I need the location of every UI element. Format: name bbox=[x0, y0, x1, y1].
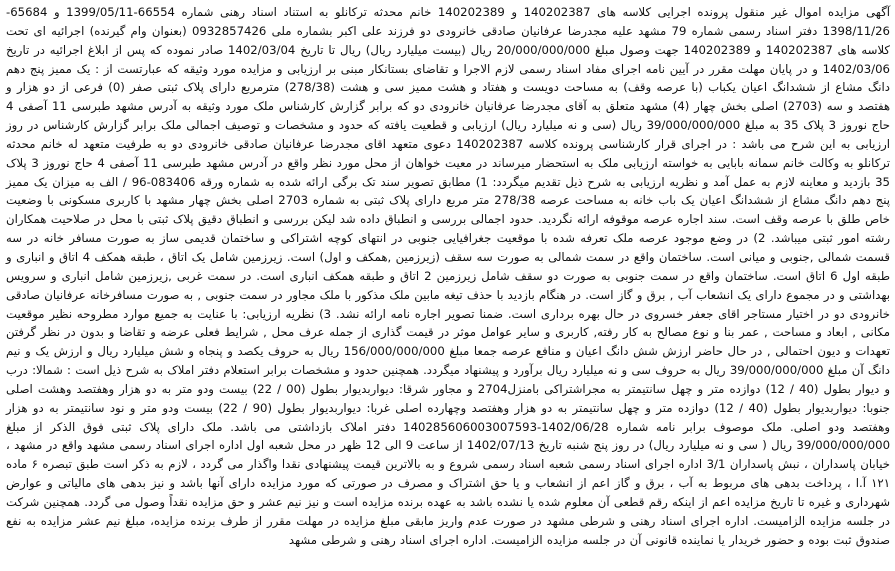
auction-notice-text: آگهی مزایده اموال غیر منقول پرونده اجرایی کلاسه های 140202387 و 140202389 خانم محدثه ترکانلو به استناد اسناد رهنی شماره 66554-1399/05/11 و 65684-1398/11/26 دفتر اسناد رسمی شماره 79 مشهد علیه مجدرضا عرفانیان صادقی خانرودی دو فرزند علی اکبر بشماره ملی 0932857426 (بعنوان وام گیرنده) اجرائیه ای تحت کلاسه های 140202387 و 140202389 جهت وصول مبلغ 20/000/000/000 ریال (بیست میلیارد ریال) ریال تا تاریخ 1402/03/04 صادر نموده که پس از ابلاغ اجرائیه در تاریخ 1402/03/06 و در پایان مهلت مقرر در آیین نامه اجرای مفاد اسناد رسمی لازم الاجرا و تقاضای بستانکار مبنی بر ارزیابی و مزایده مورد وثیقه که عبارتست از : یک ممیز پنج دهم دانگ مشاع از ششدانگ اعیان یکباب (با عرصه وقف) به مساحت دویست و هفتاد و هشت ممیز سی و هشت (278/38) مترمربع دارای پلاک ثبتی صفر (0) فرعی از دو هزار و هفتصد و سه (2703) اصلی بخش چهار (4) مشهد متعلق به آقای مجدرضا عرفانیان خانرودی دو که برابر گزارش کارشناس ملک مورد وثیقه به آدرس مشهد طبرسی 11 آصفی 4 حاج نوروز 3 پلاک 35 به مبلغ 39/000/000/000 ریال (سی و نه میلیارد ریال) ارزیابی و قطعیت یافته که حدود و مشخصات و توصیف اجمالی ملک برابر گزارش کارشناس در روز ارزیابی به این شرح می باشد : در اجرای قرار کارشناسی پرونده کلاسه 140202387 دعوی متعهد اقای مجدرضا عرفانیان صادقی خانرودی دو به طرفیت متعهد له خانم محدثه ترکانلو به وکالت خانم سمانه بابایی به خواسته ارزیابی ملک به استحضار میرساند در معیت خواهان از محل مورد نظر واقع در آدرس مشهد طبرسی 11 آصفی 4 حاج نوروز 3 پلاک 35 بازدید و معاینه لازم به عمل آمد و نظریه ارزیابی به شرح ذیل تقدیم میگردد: 1) مطابق تصویر سند تک برگی ارائه شده به شماره ورقه 083406-96 / الف به میزان یک ممیز پنج دهم دانگ مشاع از ششدانگ اعیان یک باب خانه به مساحت عرصه 278/38 متر مربع دارای پلاک ثبتی به شماره 2703 اصلی بخش چهار مشهد با کاربری مسکونی با وضعیت خاص طلق با عرصه وقف است. سند اجاره عرصه موقوفه ارائه نگردید. حدود اجمالی بررسی و انطباق داده شد لیکن بررسی و انطباق دقیق پلاک ثبتی با محل در صلاحیت همکاران رشته امور ثبتی میباشد. 2) در وضع موجود عرصه ملک تعرفه شده با موقعیت جغرافیایی جنوبی در انتهای کوچه اشتراکی و ساختمان قدیمی ساز به صورت مسافر خانه در سه قسمت شمالی ,جنوبی و میانی است. ساختمان واقع در سمت شمالی به صورت سه سقف (زیرزمین ,همکف و اول) است. زیرزمین شامل یک اتاق ، طبقه همکف 4 اتاق و انباری و طبقه اول 6 اتاق است. ساختمان واقع در سمت جنوبی به صورت دو سقف شامل زیرزمین 2 اتاق و طبقه همکف انباری است. در سمت غربی ,زیرزمین شامل انباری و سرویس بهداشتی و در مجموع دارای یک انشعاب آب , برق و گاز است. در هنگام بازدید با حذف تیغه مابین ملک مذکور با ملک مجاور در سمت جنوبی , به صورت مسافرخانه عرفانیان صادقی خانرودی دو در اختیار مستاجر اقای جعفر خسروی در حال بهره برداری است. ضمنا تصویر اجاره نامه ارائه نشد. 3) نظریه ارزیابی: با عنایت به جمیع موارد مطروحه نظیر موقعیت مکانی , ابعاد و مساحت , عمر بنا و نوع مصالح به کار رفته, کاربری و سایر عوامل موثر در قیمت گذاری از جمله عرف محل , شرایط فعلی عرضه و تقاضا و بدون در نظر گرفتن تعهدات و دیون احتمالی , در حال حاضر ارزش شش دانگ اعیان و منافع عرصه جمعا مبلغ 156/000/000/000 ریال به حروف یکصد و پنجاه و شش میلیارد ریال و ارزش یک و نیم دانگ آن مبلغ 39/000/000/000 ریال به حروف سی و نه میلیارد ریال برآورد و پیشنهاد میگردد. همچنین حدود و مشخصات برابر استعلام دفتر املاک به شرح ذیل است : شمالا: درب و دیوار بطول (40 / 12) دوازده متر و چهل سانتیمتر به مجراشتراکی بامنزل2704 و مجاور شرقا: دیواربدیوار بطول (00 / 22) بیست ودو متر به دو هزار وهفتصد وهشت اصلی جنوبا: دیواربدیوار بطول (40 / 12) دوازده متر و چهل سانتیمتر به دو هزار وهفتصد وچهارده اصلی غربا: دیواربدیوار بطول (90 / 22) بیست ودو متر و نود سانتیمتر به دو هزار وهفتصد ودو اصلی. ملک موصوف برابر نامه شماره 1402/06/28-140285606003007593 دفتر املاک بازداشتی می باشد. ملک دارای پلاک ثبتی فوق الذکر از مبلغ 39/000/000/000 ریال ( سی و نه میلیارد ریال) در روز پنج شنبه تاریخ 1402/07/13 از ساعت 9 الی 12 ظهر در محل شعبه اول اداره اجرای اسناد رسمی مشهد واقع در مشهد ، خیابان پاسداران ، نبش پاسداران 3/1 اداره اجرای اسناد رسمی شعبه اسناد رسمی شروع و به بالاترین قیمت پیشنهادی نقدا واگذار می گردد ، لازم به ذکر است طبق تبصره ۶ ماده ۱۲۱ آ.ا ، پرداخت بدهی های مربوط به آب ، برق و گاز اعم از انشعاب و یا حق اشتراک و مصرف در صورتی که مورد مزایده دارای آنها باشد و نیز بدهی های مالیاتی و عوارض شهرداری و غیره تا تاریخ مزایده اعم از اینکه رقم قطعی آن معلوم شده یا نشده باشد به عهده برنده مزایده است و نیز نیم عشر و حق مزایده نقداً وصول می گردد. همچنین شرکت در جلسه مزایده الزامیست. اداره اجرای اسناد رهنی و شرطی مشهد در صورت عدم واریز مابقی مبلغ مزایده در مهلت مقرر از طرف برنده مزایده، مبلغ نیم عشر مزایده به نفع صندوق ثبت بوده و حضور خریدار یا نماینده قانونی آن در جلسه مزایده الزامیست. اداره اجرای اسناد رهنی و شرطی مشهد bbox=[6, 5, 891, 547]
